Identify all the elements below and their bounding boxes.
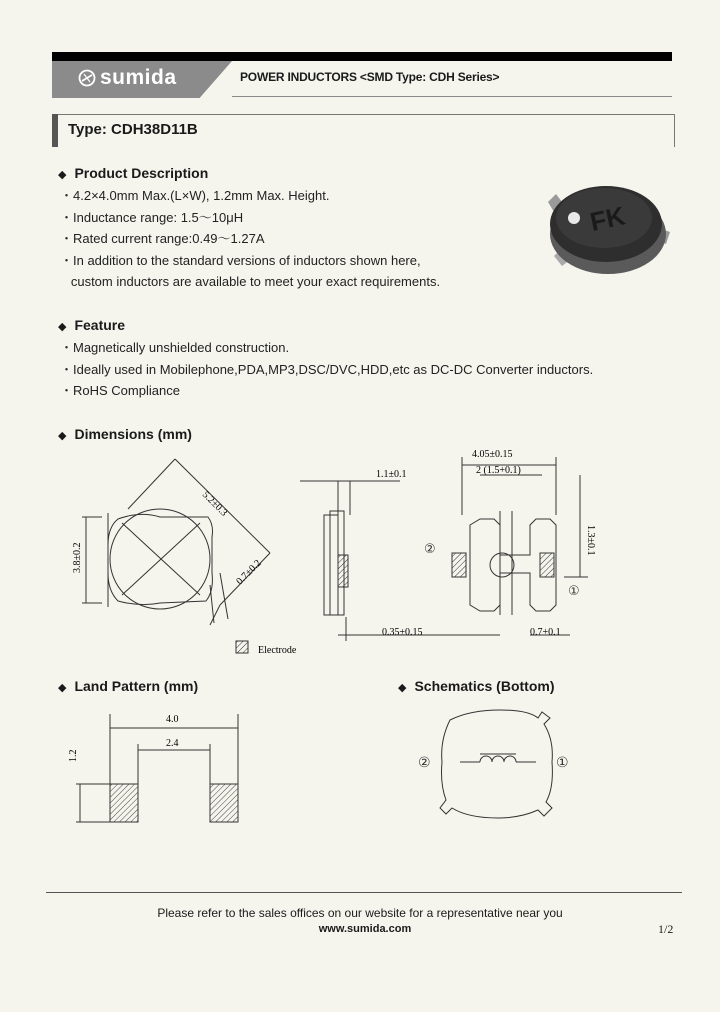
dim-width-second-label: 2 (1.5+0.1): [476, 465, 521, 476]
pin2-label: ②: [424, 541, 436, 556]
footer-rule: [46, 892, 682, 893]
pin1-label: ①: [568, 583, 580, 598]
dim-bottom-right-label: 0.7+0.1: [530, 627, 561, 638]
footer-note: Please refer to the sales offices on our website for a representative near you: [157, 906, 563, 920]
dim-thickness-label: 1.1±0.1: [376, 469, 407, 480]
list-item: ・In addition to the standard versions of inductors shown here,: [60, 252, 421, 268]
list-item: ・4.2×4.0mm Max.(L×W), 1.2mm Max. Height.: [60, 188, 330, 203]
schem-pin1-label: ①: [556, 754, 569, 770]
list-item: ・Ideally used in Mobilephone,PDA,MP3,DSC/DVC,HDD,etc as DC-DC Converter inductors.: [60, 361, 594, 377]
diamond-bullet-icon: ◆: [58, 430, 67, 442]
list-item: ・Magnetically unshielded construction.: [60, 340, 290, 355]
type-accent-bar: [52, 114, 58, 147]
list-item: custom inductors are available to meet your exact requirements.: [60, 274, 441, 289]
logo-mark-icon: [78, 69, 96, 87]
feature-list: [60, 337, 593, 402]
dimensions-heading: ◆ Dimensions (mm): [58, 426, 192, 442]
diamond-bullet-icon: ◆: [58, 321, 67, 333]
page-number: 1/2: [658, 922, 674, 936]
header-top-bar: [52, 52, 672, 61]
dim-width-top-label: 4.05±0.15: [472, 449, 513, 460]
footer-url-link[interactable]: www.sumida.com: [318, 923, 412, 935]
list-item: ・RoHS Compliance: [60, 383, 180, 398]
list-item: ・Rated current range:0.49〜1.27A: [60, 231, 265, 246]
header-title: POWER INDUCTORS <SMD Type: CDH Series>: [240, 70, 500, 84]
land-outer-label: 4.0: [166, 714, 179, 725]
dim-height-right-label: 1.3±0.1: [585, 525, 596, 556]
schematics-heading: ◆ Schematics (Bottom): [398, 678, 555, 694]
dim-thickness-bottom-label: 0.35±0.15: [382, 627, 423, 638]
land-inner-label: 2.4: [166, 738, 179, 749]
dim-diag-label: 5.2±0.3: [199, 489, 230, 519]
product-description-heading: ◆ Product Description: [58, 165, 209, 181]
sumida-logo: [78, 66, 177, 90]
land-pattern-drawing: [60, 700, 260, 830]
product-photo: [540, 172, 680, 282]
diamond-bullet-icon: ◆: [398, 682, 407, 694]
dim-side-small-label: 0.7±0.2: [234, 557, 264, 588]
logo-text: sumida: [100, 66, 177, 89]
dimensions-drawing: [60, 445, 600, 665]
feature-heading: ◆ Feature: [58, 317, 126, 333]
electrode-legend-label: Electrode: [258, 645, 297, 656]
diamond-bullet-icon: ◆: [58, 169, 67, 181]
schem-pin2-label: ②: [418, 754, 431, 770]
photo-marking: FK: [587, 200, 628, 237]
diamond-bullet-icon: ◆: [58, 682, 67, 694]
list-item: ・Inductance range: 1.5〜10μH: [60, 209, 244, 225]
header-rule: [232, 96, 672, 97]
product-description-list: [60, 185, 440, 293]
schematics-drawing: [410, 700, 590, 830]
land-pattern-heading: ◆ Land Pattern (mm): [58, 678, 199, 694]
dim-height-left-label: 3.8±0.2: [72, 542, 83, 573]
land-height-label: 1.2: [68, 749, 79, 762]
type-label: Type: CDH38D11B: [68, 121, 198, 138]
